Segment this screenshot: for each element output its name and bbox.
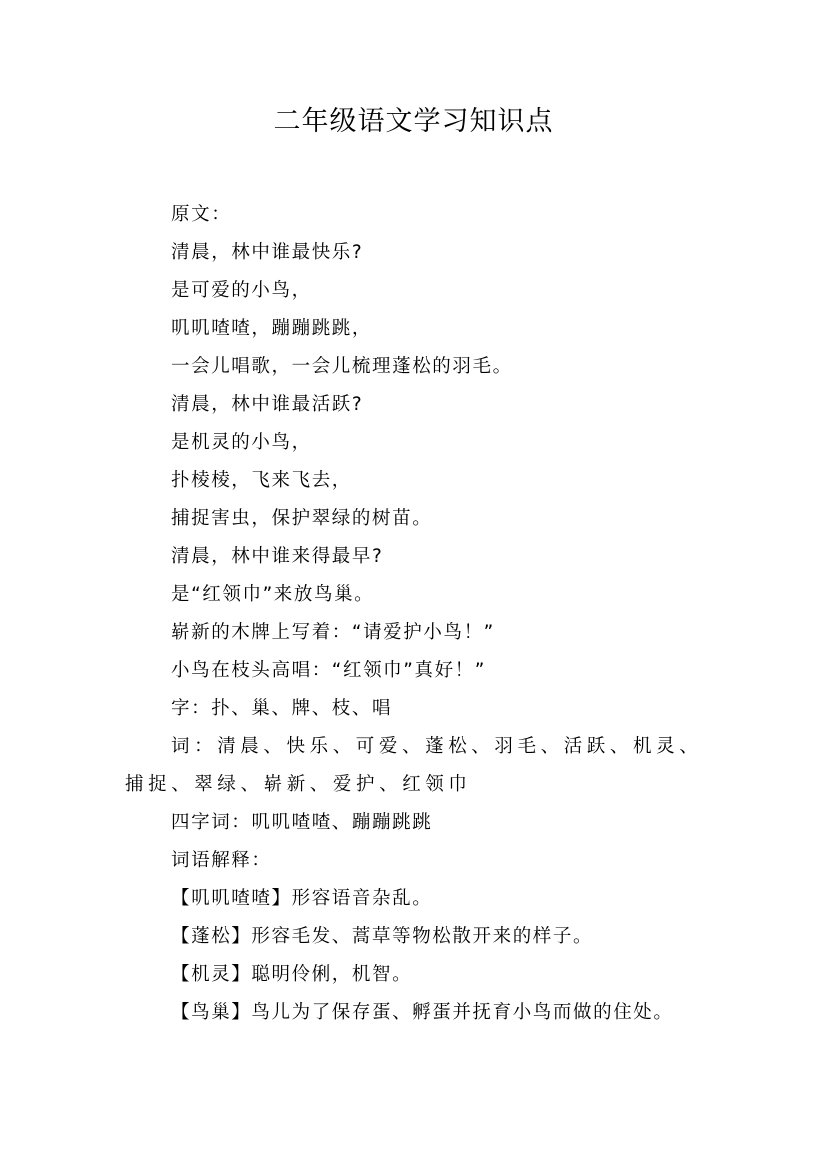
text-line: 清晨，林中谁最快乐? — [171, 242, 364, 263]
document-title: 二年级语文学习知识点 — [273, 106, 554, 137]
four-character-words-line: 四字词：叽叽喳喳、蹦蹦跳跳 — [171, 812, 433, 833]
text-line: 清晨，林中谁来得最早? — [171, 546, 384, 567]
text-line-original-label: 原文： — [171, 204, 232, 225]
text-line: 小鸟在枝头高唱：“红领巾”真好！” — [171, 660, 486, 681]
vocabulary-heading: 词语解释： — [171, 850, 272, 871]
definition-line: 【鸟巢】鸟儿为了保存蛋、孵蛋并抚育小鸟而做的住处。 — [171, 1002, 674, 1023]
document-body — [125, 196, 715, 1032]
text-line: 是可爱的小鸟， — [171, 280, 312, 301]
definition-line: 【蓬松】形容毛发、蒿草等物松散开来的样子。 — [171, 926, 594, 947]
text-line: 扑棱棱，飞来飞去， — [171, 470, 352, 491]
text-line: 叽叽喳喳，蹦蹦跳跳， — [171, 318, 373, 339]
characters-line: 字：扑、巢、牌、枝、唱 — [171, 698, 393, 719]
text-line: 是“红领巾”来放鸟巢。 — [171, 584, 375, 605]
text-line: 是机灵的小鸟， — [171, 432, 312, 453]
definition-line: 【叽叽喳喳】形容语音杂乱。 — [171, 888, 433, 909]
text-line: 崭新的木牌上写着：“请爱护小鸟！” — [171, 622, 495, 643]
text-line: 清晨，林中谁最活跃? — [171, 394, 364, 415]
words-paragraph: 词：清晨、快乐、可爱、蓬松、羽毛、活跃、机灵、捕捉、翠绿、崭新、爱护、红领巾 — [125, 736, 703, 795]
text-line: 捕捉害虫，保护翠绿的树苗。 — [171, 508, 433, 529]
text-line: 一会儿唱歌，一会儿梳理蓬松的羽毛。 — [171, 356, 513, 377]
definition-line: 【机灵】聪明伶俐，机智。 — [171, 964, 413, 985]
